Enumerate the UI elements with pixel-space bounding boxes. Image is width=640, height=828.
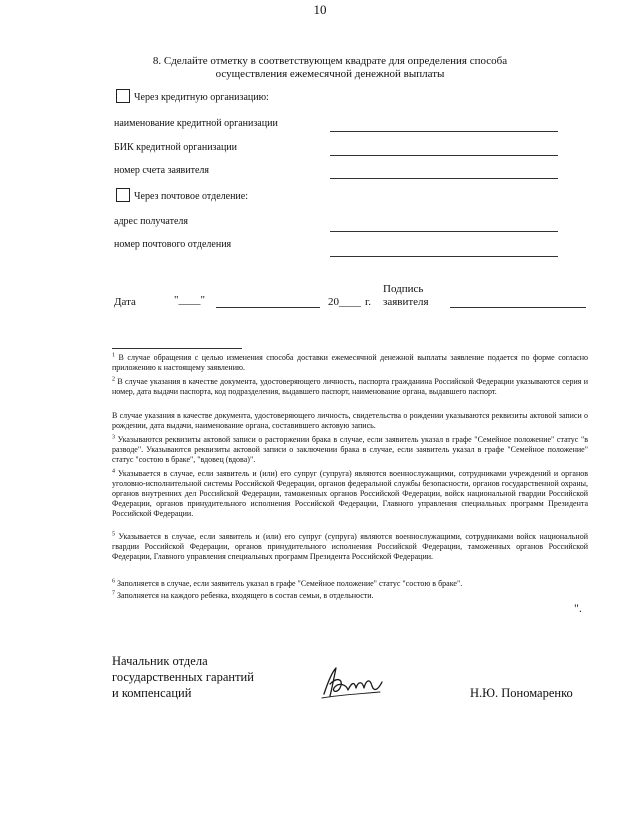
post-office-label: номер почтового отделения [114, 239, 232, 250]
footnote-text: Указывается в случае, если заявитель и (или) его супруг (супруга) являются военнослужащими, сотрудниками учреждений и органов уголовно-исполнительной системы Российской Федерации, органов федеральной службы безопасности, органов государственной охраны, органов внутренних дел Российской Федерации, таможенных органов Российской Федерации, войск национальной гвардии Российской Федерации, органов принудительного исполнения Российской Федерации, Главного управления специальных программ Президента Российской Федерации. [112, 469, 588, 518]
footnote-2 [112, 377, 588, 397]
handwritten-signature [318, 662, 388, 702]
year-field[interactable] [328, 296, 371, 308]
footnote-3 [112, 435, 588, 465]
footnote-number: 2 [112, 376, 115, 383]
signatory-title [112, 653, 254, 701]
signature-label-line2: заявителя [383, 296, 429, 308]
footnote-7 [112, 591, 588, 601]
post-office-line[interactable] [330, 256, 558, 257]
signature-label-line1: Подпись [383, 283, 424, 295]
date-label: Дата [114, 296, 136, 308]
footnote-text: Заполняется в случае, если заявитель указал в графе "Семейное положение" статус "состою в браке". [117, 579, 463, 588]
applicant-signature-line[interactable] [450, 307, 586, 308]
section-title-line2: осуществления ежемесячной денежной выплаты [215, 68, 445, 80]
account-line[interactable] [330, 178, 558, 179]
post-option-checkbox[interactable] [116, 188, 130, 202]
footnote-text: Заполняется на каждого ребенка, входящего в состав семьи, в отдельности. [117, 591, 374, 600]
bank-name-line[interactable] [330, 131, 558, 132]
bank-option-label: Через кредитную организацию: [134, 92, 269, 103]
signatory-title-line2: государственных гарантий [112, 670, 254, 684]
quote-open: " [174, 294, 179, 306]
page-number: 10 [313, 2, 327, 17]
signature-label [383, 283, 429, 309]
footnote-5 [112, 532, 588, 562]
year-prefix: 20 [328, 296, 339, 308]
footnote-text: В случае обращения с целью изменения способа доставки ежемесячной денежной выплаты заявление подается по форме согласно приложению к настоящему заявлению. [112, 353, 588, 372]
bank-name-label: наименование кредитной организации [114, 118, 278, 129]
bank-option-checkbox[interactable] [116, 89, 130, 103]
signatory-title-line1: Начальник отдела [112, 654, 208, 668]
footnote-text: Указываются реквизиты актовой записи о расторжении брака в случае, если заявитель указал в графе "Семейное положение" статус "в разводе". Указываются реквизиты актовой записи о заключении брака в случае, если заявитель указал в графе "Семейное положение" статус "состою в браке", "вдовец (вдова)". [112, 435, 589, 464]
footnote-text: В случае указания в качестве документа, удостоверяющего личность, паспорта гражданина Российской Федерации указываются серия и номер, дата выдачи паспорта, код подразделения, выдавшего паспорт, наименование органа, выдавшего паспорт. [112, 377, 588, 396]
footnote-number: 5 [112, 531, 115, 538]
footnote-separator [112, 348, 242, 349]
footnote-number: 7 [112, 590, 115, 597]
address-line[interactable] [330, 231, 558, 232]
bik-label: БИК кредитной организации [114, 142, 237, 153]
footnote-number: 1 [112, 352, 115, 359]
footnote-4 [112, 469, 588, 519]
quote-close: " [200, 294, 205, 306]
bik-line[interactable] [330, 155, 558, 156]
year-suffix: г. [365, 296, 372, 308]
closing-mark: ". [574, 601, 582, 615]
signatory-name: Н.Ю. Пономаренко [470, 686, 573, 700]
footnote-text: В случае указания в качестве документа, удостоверяющего личность, свидетельства о рождении указываются реквизиты актовой записи о рождении, дата выдачи, наименование органа, составившего актовую запись. [112, 411, 588, 430]
signatory-title-line3: и компенсаций [112, 686, 192, 700]
footnote-1 [112, 353, 588, 373]
day-blank: ____ [178, 294, 201, 306]
post-option-label: Через почтовое отделение: [134, 191, 249, 202]
footnote-text: Указывается в случае, если заявитель и (или) его супруг (супруга) являются военнослужащими, сотрудниками войск национальной гвардии Российской Федерации, органов принудительного исполнения Российской Федерации, таможенных органов Российской Федерации, Главного управления специальных программ Президента Российской Федерации. [112, 532, 588, 561]
year-blank: ____ [339, 296, 361, 308]
footnote-number: 4 [112, 468, 115, 475]
account-label: номер счета заявителя [114, 165, 210, 176]
address-label: адрес получателя [114, 216, 188, 227]
day-field[interactable] [174, 294, 205, 306]
footnote-2-continued [112, 411, 588, 431]
footnote-number: 3 [112, 434, 115, 441]
section-title-line1: 8. Сделайте отметку в соответствующем квадрате для определения способа [152, 55, 508, 67]
month-line[interactable] [216, 307, 320, 308]
footnote-6 [112, 579, 588, 589]
section-heading [120, 55, 540, 81]
footnote-number: 6 [112, 578, 115, 585]
